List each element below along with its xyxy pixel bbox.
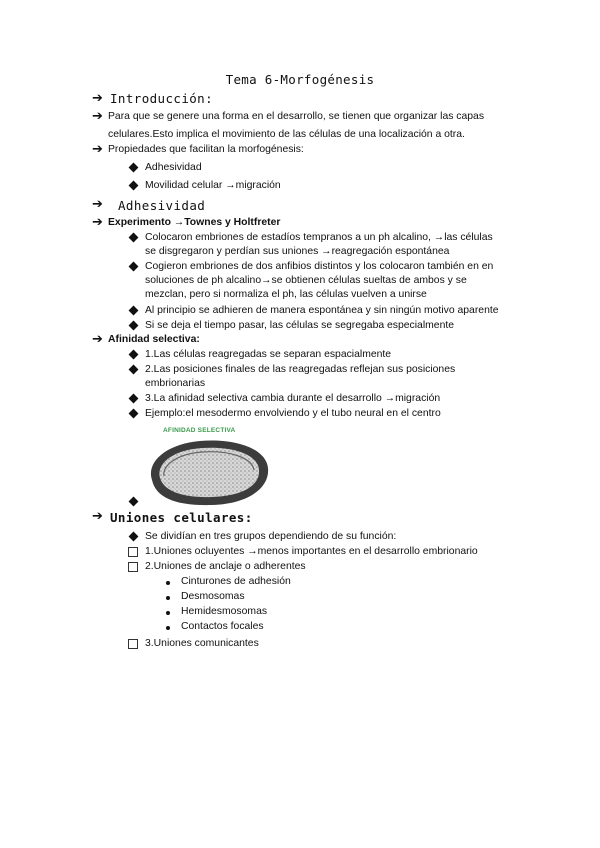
dot-bullet-icon [166, 611, 170, 615]
diamond-bullet-icon [129, 497, 139, 507]
diamond-bullet-icon [129, 350, 139, 360]
experimento-title: Experimento →Townes y Holtfreter [108, 217, 281, 228]
diamond-bullet-icon [129, 181, 139, 191]
intro-properties-label: Propiedades que facilitan la morfogénesis: [108, 144, 304, 155]
diamond-bullet-icon [129, 163, 139, 173]
uniones-item: 1.Uniones ocluyentes →menos importantes en el desarrollo embrionario [145, 546, 478, 557]
checkbox-icon [128, 547, 138, 557]
afinidad-title: Afinidad selectiva: [108, 334, 200, 345]
experimento-item-line: se disgregaron y perdían sus uniones →reagregación espontánea [145, 246, 450, 257]
arrow-bullet-icon: ➔ [92, 197, 103, 212]
uniones-subitem: Hemidesmosomas [181, 606, 268, 617]
diamond-bullet-icon [129, 365, 139, 375]
arrow-bullet-icon: ➔ [92, 509, 103, 524]
diamond-bullet-icon [129, 409, 139, 419]
uniones-item: 2.Uniones de anclaje o adherentes [145, 561, 306, 572]
afinidad-item-line: embrionarias [145, 378, 206, 389]
experimento-item-line: mezclan, pero si normaliza el ph, las células vuelven a unirse [145, 289, 427, 300]
heading-uniones-celulares: Uniones celulares: [110, 510, 253, 525]
property-item: Adhesividad [145, 162, 202, 173]
checkbox-icon [128, 562, 138, 572]
diamond-bullet-icon [129, 233, 139, 243]
heading-adhesividad: Adhesividad [118, 198, 206, 213]
arrow-bullet-icon: ➔ [92, 142, 103, 157]
heading-introduccion: Introducción: [110, 91, 214, 106]
diamond-bullet-icon [129, 321, 139, 331]
uniones-subitem: Desmosomas [181, 591, 245, 602]
property-item: Movilidad celular →migración [145, 180, 281, 191]
diamond-bullet-icon [129, 262, 139, 272]
afinidad-item-line: 2.Las posiciones finales de las reagregadas reflejan sus posiciones [145, 364, 456, 375]
dot-bullet-icon [166, 581, 170, 585]
aggregate-inner-mass [159, 448, 259, 497]
uniones-item: 3.Uniones comunicantes [145, 638, 259, 649]
experimento-item-line: Al principio se adhieren de manera espontánea y sin ningún motivo aparente [145, 305, 499, 316]
afinidad-item-line: 3.La afinidad selectiva cambia durante el desarrollo →migración [145, 393, 441, 404]
uniones-subitem: Contactos focales [181, 621, 264, 632]
experimento-item-line: Cogieron embriones de dos anfibios distintos y los colocaron también en en [145, 261, 494, 272]
figure-title: AFINIDAD SELECTIVA [163, 427, 236, 434]
arrow-bullet-icon: ➔ [92, 215, 103, 230]
intro-paragraph-line: Para que se genere una forma en el desarrollo, se tienen que organizar las capas [108, 111, 485, 122]
dot-bullet-icon [166, 626, 170, 630]
arrow-bullet-icon: ➔ [92, 91, 103, 106]
arrow-bullet-icon: ➔ [92, 332, 103, 347]
checkbox-icon [128, 639, 138, 649]
uniones-intro: Se dividían en tres grupos dependiendo de su función: [145, 531, 397, 542]
diamond-bullet-icon [129, 532, 139, 542]
afinidad-item-line: 1.Las células reagregadas se separan espacialmente [145, 349, 392, 360]
experimento-item-line: soluciones de ph alcalino→se obtienen células sueltas de ambos y se [145, 275, 467, 286]
cell-aggregate-illustration [144, 434, 272, 508]
dot-bullet-icon [166, 596, 170, 600]
experimento-item-line: Colocaron embriones de estadíos tempranos a un ph alcalino, →las células [145, 232, 493, 243]
diamond-bullet-icon [129, 394, 139, 404]
uniones-subitem: Cinturones de adhesión [181, 576, 291, 587]
diamond-bullet-icon [129, 306, 139, 316]
arrow-bullet-icon: ➔ [92, 109, 103, 124]
afinidad-item-line: Ejemplo:el mesodermo envolviendo y el tubo neural en el centro [145, 408, 441, 419]
intro-paragraph-line: celulares.Esto implica el movimiento de las células de una localización a otra. [108, 129, 465, 140]
experimento-item-line: Si se deja el tiempo pasar, las células se segregaba especialmente [145, 320, 455, 331]
page-title: Tema 6-Morfogénesis [225, 72, 375, 87]
